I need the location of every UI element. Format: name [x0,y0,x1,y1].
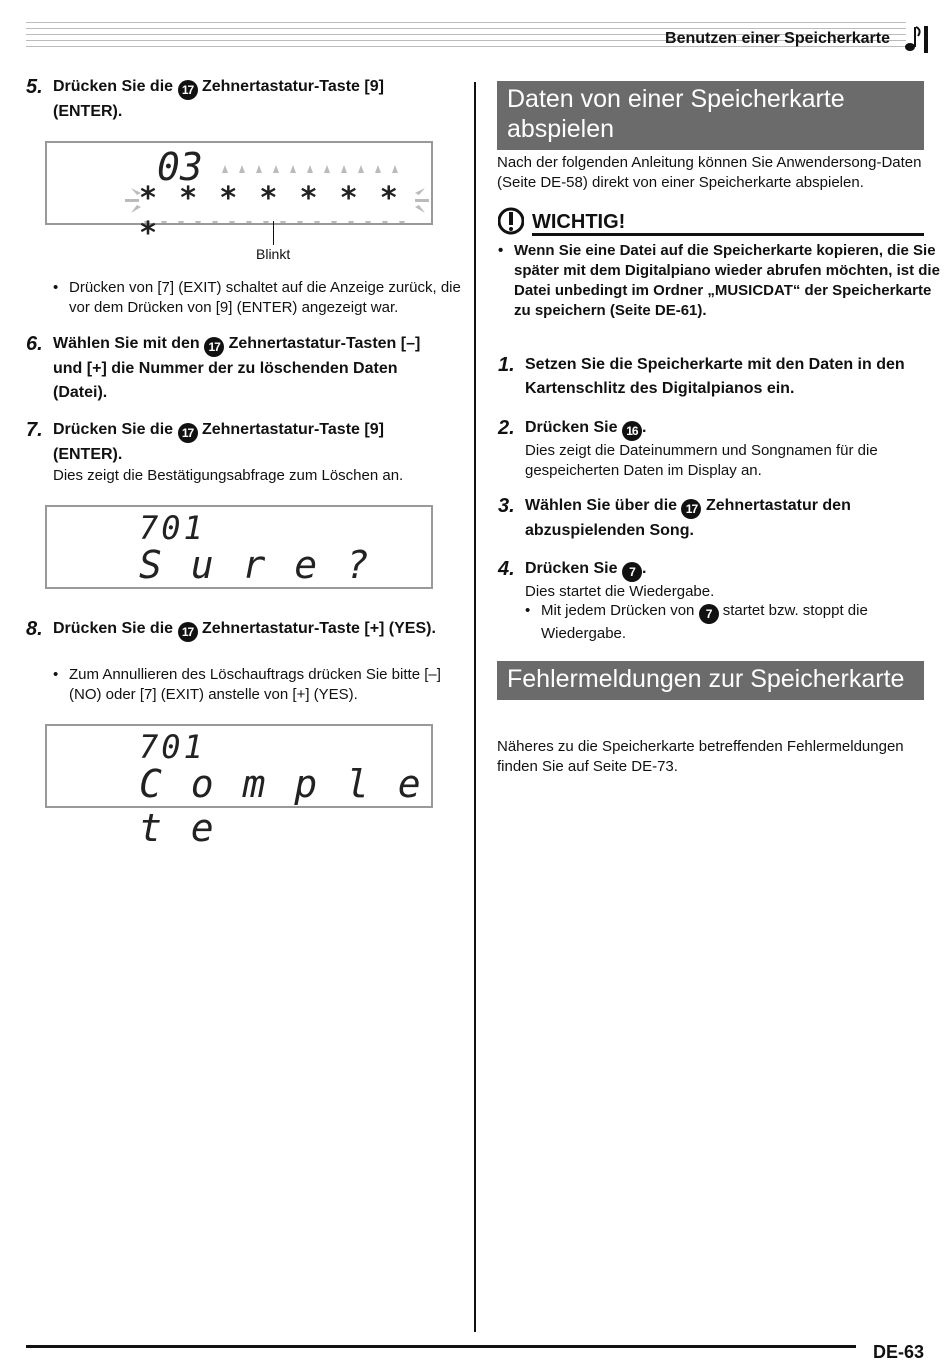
key-7-icon: 7 [699,604,719,624]
step-5-note: • Drücken von [7] (EXIT) schaltet auf die Anzeige zurück, die vor dem Drücken von [9] (ENTER) angezeigt war. [53,278,469,318]
footer-rule [26,1345,856,1348]
music-note-icon [904,24,922,52]
section-title-error-messages: Fehlermeldungen zur Speicherkarte [497,661,924,700]
play-step-4: 4. Drücken Sie 7 . [498,558,647,580]
lcd-bottom-value: * * * * * * * * [139,181,400,251]
step-6: 6. Wählen Sie mit den 17 Zehnertastatur-Tasten [–] und [+] die Nummer der zu löschenden Daten (Datei). [26,333,421,401]
key-17-icon: 17 [178,80,198,100]
page-number: DE-63 [872,1342,924,1362]
play-step-3: 3. Wählen Sie über die 17 Zehnertastatur den abzuspielenden Song. [498,495,851,539]
play-step-2-description: Dies zeigt die Dateinummern und Songnamen für die gespeicherten Daten im Display an. [525,442,878,479]
step-number: 6. [26,333,43,355]
play-step-1: 1. Setzen Sie die Speicherkarte mit den Daten in den Kartenschlitz des Digitalpianos ein. [498,354,905,397]
section-title-play-from-card: Daten von einer Speicherkarte abspielen [497,81,924,150]
step-7: 7. Drücken Sie die 17 Zehnertastatur-Taste [9] (ENTER). [26,419,384,463]
lcd-bottom-value: C o m p l e t e [139,762,424,850]
step-number: 1. [498,354,515,376]
key-7-icon: 7 [622,562,642,582]
lcd-top-value: 03 [157,145,203,189]
step-5: 5. Drücken Sie die 17 Zehnertastatur-Taste [9] (ENTER). [26,76,384,120]
key-17-icon: 17 [178,423,198,443]
blink-pointer-line [273,221,274,245]
key-16-icon: 16 [622,421,642,441]
blink-label: Blinkt [256,246,291,262]
wichtig-label: WICHTIG! [532,211,626,233]
lcd-display-sure [45,505,433,589]
lcd-display-blink [45,141,433,251]
step-number: 5. [26,76,43,98]
wichtig-rule [532,233,924,236]
step-number: 3. [498,495,515,517]
step-8: 8. Drücken Sie die 17 Zehnertastatur-Taste [+] (YES). [26,618,436,640]
lcd-display-complete [45,724,433,850]
lcd-bottom-value: S u r e ? [139,543,372,587]
header-bar [924,26,928,53]
warning-hand-icon [498,207,524,235]
play-step-4-description: Dies startet die Wiedergabe. [525,583,715,600]
step-number: 7. [26,419,43,441]
section-1-intro: Nach der folgenden Anleitung können Sie Anwendersong-Daten (Seite DE-58) direkt von einer Speicherkarte abspielen. [497,154,922,191]
step-number: 2. [498,417,515,439]
key-17-icon: 17 [204,337,224,357]
step-number: 4. [498,558,515,580]
step-7-description: Dies zeigt die Bestätigungsabfrage zum Löschen an. [53,467,404,484]
lcd-top-value: 701 [139,509,206,547]
lcd-top-value: 701 [139,728,206,766]
section-2-text: Näheres zu die Speicherkarte betreffenden Fehlermeldungen finden Sie auf Seite DE-73. [497,738,904,775]
wichtig-text: • Wenn Sie eine Datei auf die Speicherkarte kopieren, die Sie später mit dem Digitalpiano wieder abrufen möchten, ist die Datei unbedingt im Ordner „MUSICDAT“ der Speicherkarte zu speichern (Seite DE-61). [498,241,940,321]
column-divider [474,82,476,1332]
key-17-icon: 17 [178,622,198,642]
step-8-note: • Zum Annullieren des Löschauftrags drücken Sie bitte [–] (NO) oder [7] (EXIT) anstelle von [+] (YES). [53,665,469,705]
step-number: 8. [26,618,43,640]
running-title: Benutzen einer Speicherkarte [665,30,890,47]
play-step-2: 2. Drücken Sie 16 . [498,417,647,439]
play-step-4-note: • Mit jedem Drücken von 7 startet bzw. stoppt die Wiedergabe. [525,601,925,644]
key-17-icon: 17 [681,499,701,519]
